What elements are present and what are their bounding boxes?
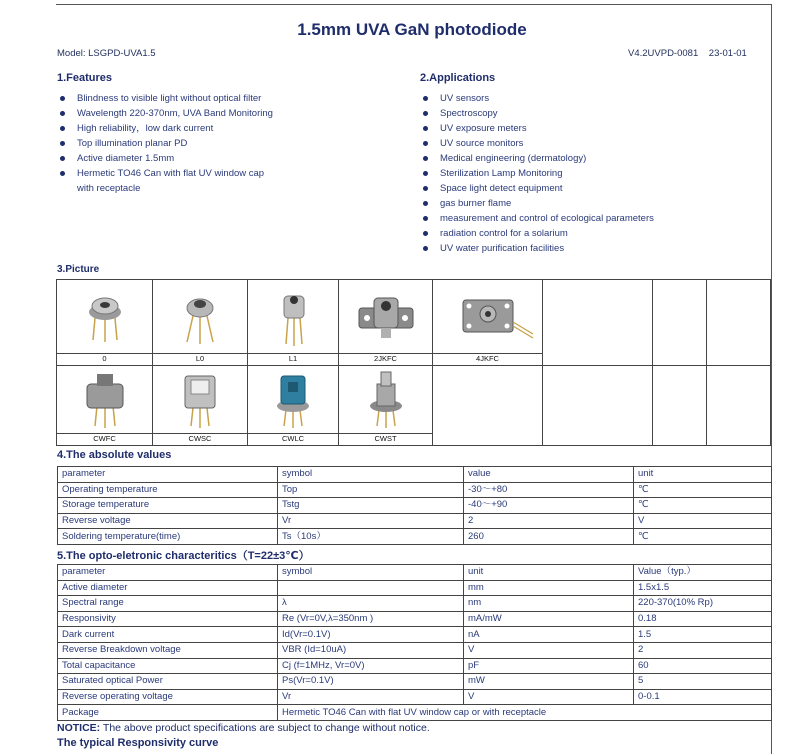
table-row (58, 580, 772, 596)
picture-cell-empty (653, 280, 707, 366)
list-item: UV water purification facilities (420, 241, 654, 256)
document-title: 1.5mm UVA GaN photodiode (297, 20, 527, 39)
bullet-icon (60, 156, 65, 161)
list-item: measurement and control of ecological parameters (420, 211, 654, 226)
table-cell: 2 (634, 642, 772, 658)
table-row (58, 674, 772, 690)
table-cell: V (464, 642, 634, 658)
bullet-icon (423, 156, 428, 161)
absolute-values-table (57, 466, 772, 545)
picture-cell-empty (543, 280, 653, 366)
picture-cell-0 (57, 280, 153, 366)
table-cell: Saturated optical Power (58, 674, 278, 690)
bullet-icon (60, 111, 65, 116)
table-cell: Storage temperature (58, 498, 278, 514)
table-cell: 0.18 (634, 611, 772, 627)
picture-label: L1 (288, 354, 298, 363)
table-cell: -30～+80 (464, 482, 634, 498)
table-cell (278, 580, 464, 596)
table-cell: 5 (634, 674, 772, 690)
table-cell: Dark current (58, 627, 278, 643)
table-header-cell: parameter (58, 565, 278, 581)
table-cell: ℃ (634, 529, 772, 545)
table-cell: Ps(Vr=0.1V) (278, 674, 464, 690)
table-row (58, 627, 772, 643)
table-row (58, 529, 772, 545)
list-item: Medical engineering (dermatology) (420, 151, 654, 166)
list-item: radiation control for a solarium (420, 226, 654, 241)
table-cell: -40～+90 (464, 498, 634, 514)
bullet-icon (423, 111, 428, 116)
table-cell: V (464, 689, 634, 705)
responsivity-curve-heading: The typical Responsivity curve (57, 737, 219, 749)
list-item-continuation: with receptacle (77, 183, 141, 194)
table-row (58, 482, 772, 498)
table-cell: mW (464, 674, 634, 690)
features-heading: 1.Features (57, 72, 113, 84)
table-row (58, 498, 772, 514)
notice-label: NOTICE: (57, 722, 101, 734)
table-header-cell: value (464, 467, 634, 483)
table-header-cell: parameter (58, 467, 278, 483)
bullet-icon (60, 96, 65, 101)
picture-cell-2jkfc (339, 280, 433, 366)
table-cell: mm (464, 580, 634, 596)
table-row (58, 642, 772, 658)
list-item: Hermetic TO46 Can with flat UV window cap (57, 166, 273, 181)
list-item: Spectroscopy (420, 106, 654, 121)
table-cell: ℃ (634, 498, 772, 514)
table-header-row (58, 565, 772, 581)
table-cell: 0-0.1 (634, 689, 772, 705)
table-row (58, 513, 772, 529)
picture-cell-empty (433, 366, 543, 445)
bullet-icon (60, 171, 65, 176)
picture-cell-cwfc (57, 366, 153, 445)
document-date: 23-01-01 (708, 48, 747, 59)
picture-cell-empty (543, 366, 653, 445)
lc-connector-photo-icon (248, 370, 339, 428)
table-cell: Id(Vr=0.1V) (278, 627, 464, 643)
table-cell: Responsivity (58, 611, 278, 627)
table-cell: Vr (278, 689, 464, 705)
list-item: UV source monitors (420, 136, 654, 151)
table-cell: Vr (278, 513, 464, 529)
fc-receptacle-4-hole-photo-icon (433, 288, 543, 346)
list-item: Blindness to visible light without optical filter (57, 91, 273, 106)
table-cell: Soldering temperature(time) (58, 529, 278, 545)
features-list (57, 91, 273, 196)
st-connector-photo-icon (339, 370, 433, 428)
table-cell: 260 (464, 529, 634, 545)
table-cell: 1.5 (634, 627, 772, 643)
bullet-icon (423, 246, 428, 251)
list-item: gas burner flame (420, 196, 654, 211)
table-header-cell: Value（typ.） (634, 565, 772, 581)
table-cell: Total capacitance (58, 658, 278, 674)
bullet-icon (423, 231, 428, 236)
table-row (58, 611, 772, 627)
picture-label: CWLC (281, 434, 305, 443)
page-top-border (56, 4, 772, 5)
list-item: High reliability，low dark current (57, 121, 273, 136)
table-cell: ℃ (634, 482, 772, 498)
table-cell: 1.5x1.5 (634, 580, 772, 596)
list-item: UV sensors (420, 91, 654, 106)
document-code: V4.2UVPD-0081 (628, 48, 699, 59)
list-item: Wavelength 220-370nm, UVA Band Monitoring (57, 106, 273, 121)
table-cell: λ (278, 596, 464, 612)
picture-cell-4jkfc (433, 280, 543, 366)
table-cell: mA/mW (464, 611, 634, 627)
list-item: Sterilization Lamp Monitoring (420, 166, 654, 181)
table-cell: Cj (f=1MHz, Vr=0V) (278, 658, 464, 674)
document-code-date (628, 48, 747, 59)
to46-window-photo-icon (57, 288, 153, 346)
table-cell: 220-370(10% Rp) (634, 596, 772, 612)
notice-body: The above product specifications are subject to change without notice. (100, 722, 430, 734)
table-header-cell: unit (464, 565, 634, 581)
fc-connector-photo-icon (57, 370, 153, 428)
picture-label: CWFC (93, 434, 116, 443)
table-header-cell: symbol (278, 467, 464, 483)
table-header-cell: unit (634, 467, 772, 483)
picture-cell-cwst (339, 366, 433, 445)
table-cell: Operating temperature (58, 482, 278, 498)
absolute-values-heading: 4.The absolute values (57, 449, 172, 461)
to46-ball-lens-photo-icon (248, 288, 339, 346)
picture-label: CWSC (188, 434, 212, 443)
table-cell: V (634, 513, 772, 529)
bullet-icon (60, 141, 65, 146)
picture-label: CWST (374, 434, 397, 443)
table-cell: Ts（10s） (278, 529, 464, 545)
bullet-icon (423, 96, 428, 101)
table-cell: nA (464, 627, 634, 643)
table-row (58, 689, 772, 705)
table-row (58, 596, 772, 612)
table-row (58, 658, 772, 674)
picture-label: L0 (195, 354, 205, 363)
table-cell: Re (Vr=0V,λ=350nm ) (278, 611, 464, 627)
table-cell: Reverse voltage (58, 513, 278, 529)
table-cell: pF (464, 658, 634, 674)
to46-lens-photo-icon (153, 288, 248, 346)
picture-cell-cwlc (248, 366, 339, 445)
list-item: Top illumination planar PD (57, 136, 273, 151)
bullet-icon (60, 126, 65, 131)
table-cell: Package (58, 705, 278, 721)
table-cell: Active diameter (58, 580, 278, 596)
applications-heading: 2.Applications (420, 72, 496, 84)
table-cell: Reverse operating voltage (58, 689, 278, 705)
table-row (58, 705, 772, 721)
list-item: UV exposure meters (420, 121, 654, 136)
bullet-icon (423, 186, 428, 191)
picture-cell-empty (653, 366, 707, 445)
table-cell: Reverse Breakdown voltage (58, 642, 278, 658)
picture-grid (56, 279, 771, 446)
bullet-icon (423, 216, 428, 221)
list-item: Active diameter 1.5mm (57, 151, 273, 166)
list-item: Space light detect equipment (420, 181, 654, 196)
picture-cell-empty (707, 366, 770, 445)
table-cell-package: Hermetic TO46 Can with flat UV window cap or with receptacle (278, 705, 772, 721)
picture-label: 2JKFC (374, 354, 397, 363)
bullet-icon (423, 141, 428, 146)
picture-label: 0 (102, 354, 107, 363)
picture-cell-l1 (248, 280, 339, 366)
sc-connector-photo-icon (153, 370, 248, 428)
opto-characteristics-heading: 5.The opto-eletronic characteritics（T=22±3℃） (57, 550, 310, 562)
table-cell: 60 (634, 658, 772, 674)
opto-characteristics-table (57, 564, 772, 721)
table-cell: VBR (Id=10uA) (278, 642, 464, 658)
bullet-icon (423, 201, 428, 206)
table-cell: 2 (464, 513, 634, 529)
picture-cell-empty (707, 280, 770, 366)
table-header-row (58, 467, 772, 483)
picture-cell-l0 (153, 280, 248, 366)
model-number: Model: LSGPD-UVA1.5 (57, 48, 156, 59)
picture-cell-cwsc (153, 366, 248, 445)
table-cell: Spectral range (58, 596, 278, 612)
table-header-cell: symbol (278, 565, 464, 581)
picture-heading: 3.Picture (57, 264, 100, 275)
bullet-icon (423, 171, 428, 176)
picture-label: 4JKFC (476, 354, 499, 363)
bullet-icon (423, 126, 428, 131)
table-cell: Top (278, 482, 464, 498)
table-cell: Tstg (278, 498, 464, 514)
notice-text (57, 722, 430, 734)
applications-list (420, 91, 654, 256)
fc-receptacle-2-hole-photo-icon (339, 288, 433, 346)
table-cell: nm (464, 596, 634, 612)
